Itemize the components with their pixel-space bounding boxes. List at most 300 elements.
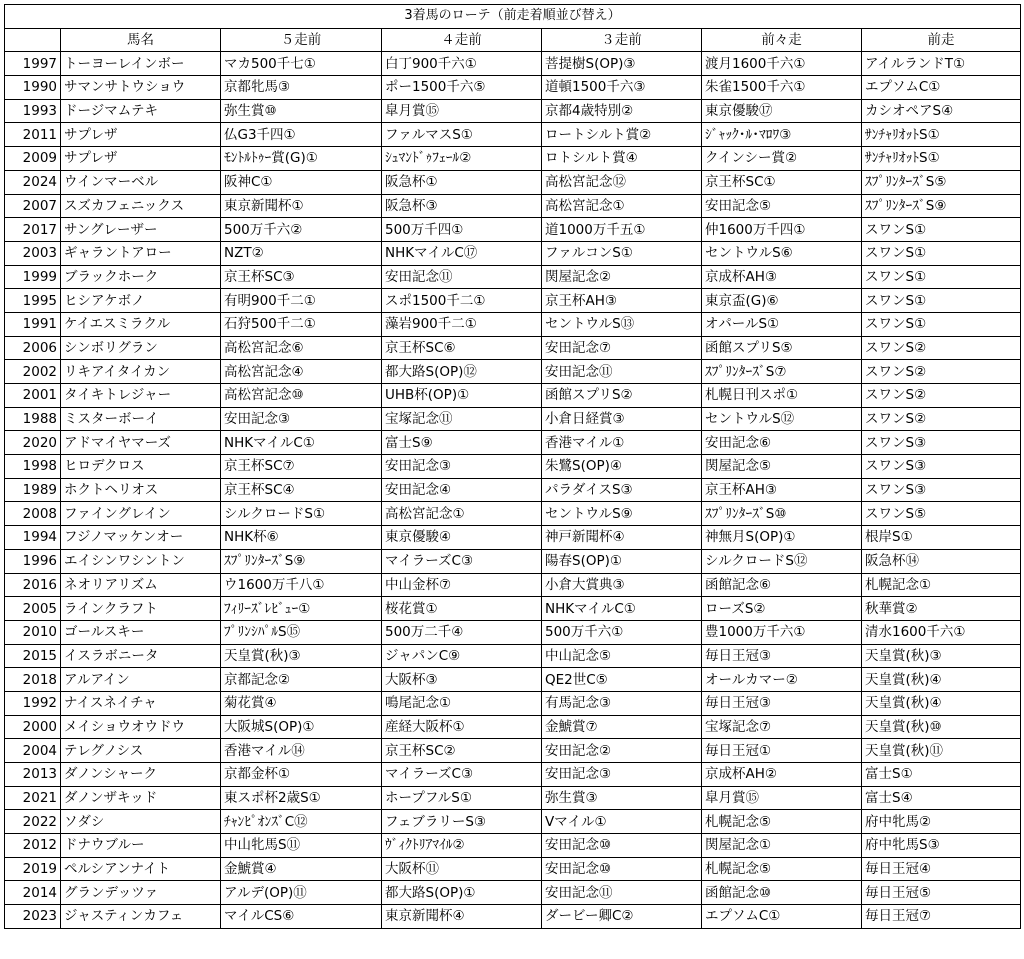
table-row	[5, 526, 1021, 550]
last-race-cell[interactable]: スワンS①	[862, 241, 1021, 265]
year-cell[interactable]: 2023	[5, 905, 61, 929]
horse-name-cell[interactable]: ケイエスミラクル	[61, 312, 221, 336]
last-race-cell[interactable]: スワンS③	[862, 455, 1021, 479]
last-race-cell[interactable]: 天皇賞(秋)④	[862, 668, 1021, 692]
race-3-ago-cell[interactable]: QE2世C⑤	[542, 668, 702, 692]
year-cell[interactable]: 1991	[5, 312, 61, 336]
table-row	[5, 573, 1021, 597]
race-5-ago-cell[interactable]: シルクロードS①	[221, 502, 382, 526]
year-cell[interactable]: 1994	[5, 526, 61, 550]
last-race-cell[interactable]: スワンS⑤	[862, 502, 1021, 526]
last-race-cell[interactable]: 富士S①	[862, 763, 1021, 787]
race-5-ago-cell[interactable]: 500万千六②	[221, 218, 382, 242]
race-2-ago-cell[interactable]: オパールS①	[702, 312, 862, 336]
race-5-ago-cell[interactable]: 京都記念②	[221, 668, 382, 692]
last-race-cell[interactable]: スワンS③	[862, 478, 1021, 502]
last-race-cell[interactable]: 府中牝馬②	[862, 810, 1021, 834]
race-2-ago-cell[interactable]: 安田記念⑤	[702, 194, 862, 218]
race-4-ago-cell[interactable]: 京王杯SC②	[382, 739, 542, 763]
race-4-ago-cell[interactable]: 都大路S(OP)⑫	[382, 360, 542, 384]
horse-name-cell[interactable]: ゴールスキー	[61, 620, 221, 644]
last-race-cell[interactable]: 札幌記念①	[862, 573, 1021, 597]
last-race-cell[interactable]: スワンS①	[862, 265, 1021, 289]
race-5-ago-cell[interactable]: マカ500千七①	[221, 52, 382, 76]
year-cell[interactable]: 2007	[5, 194, 61, 218]
race-4-ago-cell[interactable]: 大阪杯⑪	[382, 857, 542, 881]
race-4-ago-cell[interactable]: フェブラリーS③	[382, 810, 542, 834]
horse-name-cell[interactable]: ラインクラフト	[61, 597, 221, 621]
header-cell-5-races-ago[interactable]: ５走前	[221, 28, 382, 52]
race-5-ago-cell[interactable]: 高松宮記念⑥	[221, 336, 382, 360]
race-5-ago-cell[interactable]: ｽﾌﾟﾘﾝﾀｰｽﾞS⑨	[221, 549, 382, 573]
table-row	[5, 52, 1021, 76]
race-2-ago-cell[interactable]: 東京優駿⑰	[702, 99, 862, 123]
race-5-ago-cell[interactable]: アルデ(OP)⑪	[221, 881, 382, 905]
race-3-ago-cell[interactable]: 高松宮記念⑫	[542, 170, 702, 194]
table-row	[5, 786, 1021, 810]
race-2-ago-cell[interactable]: 京王杯AH③	[702, 478, 862, 502]
race-2-ago-cell[interactable]: 毎日王冠③	[702, 691, 862, 715]
year-cell[interactable]: 2022	[5, 810, 61, 834]
year-cell[interactable]: 2015	[5, 644, 61, 668]
race-3-ago-cell[interactable]: Vマイル①	[542, 810, 702, 834]
race-3-ago-cell[interactable]: ロトシルト賞④	[542, 147, 702, 171]
race-4-ago-cell[interactable]: 500万二千④	[382, 620, 542, 644]
last-race-cell[interactable]: 根岸S①	[862, 526, 1021, 550]
last-race-cell[interactable]: 天皇賞(秋)⑪	[862, 739, 1021, 763]
horse-name-cell[interactable]: エイシンワシントン	[61, 549, 221, 573]
horse-name-cell[interactable]: ホクトヘリオス	[61, 478, 221, 502]
horse-name-cell[interactable]: ペルシアンナイト	[61, 857, 221, 881]
last-race-cell[interactable]: 天皇賞(秋)④	[862, 691, 1021, 715]
table-row	[5, 265, 1021, 289]
race-3-ago-cell[interactable]: 安田記念⑩	[542, 857, 702, 881]
race-4-ago-cell[interactable]: マイラーズC③	[382, 763, 542, 787]
header-cell-4-races-ago[interactable]: ４走前	[382, 28, 542, 52]
year-cell[interactable]: 2006	[5, 336, 61, 360]
header-cell-year[interactable]	[5, 28, 61, 52]
race-5-ago-cell[interactable]: NHKマイルC①	[221, 431, 382, 455]
year-cell[interactable]: 2003	[5, 241, 61, 265]
year-cell[interactable]: 2018	[5, 668, 61, 692]
last-race-cell[interactable]: スワンS②	[862, 384, 1021, 408]
year-cell[interactable]: 2020	[5, 431, 61, 455]
last-race-cell[interactable]: エプソムC①	[862, 76, 1021, 100]
race-5-ago-cell[interactable]: 高松宮記念④	[221, 360, 382, 384]
table-row	[5, 715, 1021, 739]
table-row	[5, 620, 1021, 644]
last-race-cell[interactable]: 毎日王冠⑤	[862, 881, 1021, 905]
last-race-cell[interactable]: ｽﾌﾟﾘﾝﾀｰｽﾞS⑨	[862, 194, 1021, 218]
table-title[interactable]: 3着馬のローテ（前走着順並び替え）	[5, 5, 1021, 29]
year-cell[interactable]: 2005	[5, 597, 61, 621]
horse-name-cell[interactable]: ブラックホーク	[61, 265, 221, 289]
year-cell[interactable]: 2011	[5, 123, 61, 147]
year-cell[interactable]: 2016	[5, 573, 61, 597]
horse-name-cell[interactable]: アルアイン	[61, 668, 221, 692]
table-row	[5, 431, 1021, 455]
last-race-cell[interactable]: スワンS①	[862, 312, 1021, 336]
race-5-ago-cell[interactable]: NZT②	[221, 241, 382, 265]
race-4-ago-cell[interactable]: 高松宮記念①	[382, 502, 542, 526]
table-row	[5, 691, 1021, 715]
race-2-ago-cell[interactable]: 札幌日刊スポ①	[702, 384, 862, 408]
race-4-ago-cell[interactable]: ポー1500千六⑤	[382, 76, 542, 100]
race-3-ago-cell[interactable]: 安田記念⑩	[542, 834, 702, 858]
race-5-ago-cell[interactable]: 有明900千二①	[221, 289, 382, 313]
race-3-ago-cell[interactable]: パラダイスS③	[542, 478, 702, 502]
race-5-ago-cell[interactable]: NHK杯⑥	[221, 526, 382, 550]
table-row	[5, 668, 1021, 692]
race-2-ago-cell[interactable]: 京成杯AH③	[702, 265, 862, 289]
race-4-ago-cell[interactable]: NHKマイルC⑰	[382, 241, 542, 265]
year-cell[interactable]: 1996	[5, 549, 61, 573]
last-race-cell[interactable]: スワンS①	[862, 289, 1021, 313]
race-5-ago-cell[interactable]: 香港マイル⑭	[221, 739, 382, 763]
race-4-ago-cell[interactable]: ファルマスS①	[382, 123, 542, 147]
race-4-ago-cell[interactable]: 阪急杯①	[382, 170, 542, 194]
table-row	[5, 905, 1021, 929]
last-race-cell[interactable]: ｻﾝﾁｬﾘｵｯﾄS①	[862, 123, 1021, 147]
table-row	[5, 360, 1021, 384]
race-2-ago-cell[interactable]: 朱雀1500千六①	[702, 76, 862, 100]
race-5-ago-cell[interactable]: 弥生賞⑩	[221, 99, 382, 123]
year-cell[interactable]: 1999	[5, 265, 61, 289]
race-4-ago-cell[interactable]: 東京新聞杯④	[382, 905, 542, 929]
horse-name-cell[interactable]: イスラボニータ	[61, 644, 221, 668]
table-row	[5, 76, 1021, 100]
race-3-ago-cell[interactable]: 弥生賞③	[542, 786, 702, 810]
race-2-ago-cell[interactable]: 宝塚記念⑦	[702, 715, 862, 739]
race-3-ago-cell[interactable]: 朱鷺S(OP)④	[542, 455, 702, 479]
table-row	[5, 194, 1021, 218]
rotation-table	[4, 4, 1021, 929]
year-cell[interactable]: 1993	[5, 99, 61, 123]
horse-name-cell[interactable]: ドージマムテキ	[61, 99, 221, 123]
table-row	[5, 502, 1021, 526]
table-row	[5, 289, 1021, 313]
race-4-ago-cell[interactable]: 500万千四①	[382, 218, 542, 242]
race-3-ago-cell[interactable]: 安田記念②	[542, 739, 702, 763]
horse-name-cell[interactable]: ナイスネイチャ	[61, 691, 221, 715]
year-cell[interactable]: 2021	[5, 786, 61, 810]
table-row	[5, 810, 1021, 834]
race-3-ago-cell[interactable]: 京王杯AH③	[542, 289, 702, 313]
horse-name-cell[interactable]: グランデッツァ	[61, 881, 221, 905]
race-2-ago-cell[interactable]: 京成杯AH②	[702, 763, 862, 787]
race-5-ago-cell[interactable]: 菊花賞④	[221, 691, 382, 715]
header-cell-horse[interactable]: 馬名	[61, 28, 221, 52]
race-2-ago-cell[interactable]: シルクロードS⑫	[702, 549, 862, 573]
table-row	[5, 455, 1021, 479]
race-3-ago-cell[interactable]: 高松宮記念①	[542, 194, 702, 218]
race-3-ago-cell[interactable]: 安田記念⑪	[542, 360, 702, 384]
horse-name-cell[interactable]: サプレザ	[61, 147, 221, 171]
race-2-ago-cell[interactable]: ローズS②	[702, 597, 862, 621]
horse-name-cell[interactable]: サプレザ	[61, 123, 221, 147]
race-5-ago-cell[interactable]: 大阪城S(OP)①	[221, 715, 382, 739]
race-4-ago-cell[interactable]: ｼｭﾏﾝﾄﾞｩﾌｪｰﾙ②	[382, 147, 542, 171]
race-3-ago-cell[interactable]: 中山記念⑤	[542, 644, 702, 668]
race-4-ago-cell[interactable]: マイラーズC③	[382, 549, 542, 573]
race-3-ago-cell[interactable]: 函館スプリS②	[542, 384, 702, 408]
race-2-ago-cell[interactable]: 毎日王冠①	[702, 739, 862, 763]
year-cell[interactable]: 2009	[5, 147, 61, 171]
race-3-ago-cell[interactable]: 安田記念⑪	[542, 881, 702, 905]
race-4-ago-cell[interactable]: 皐月賞⑮	[382, 99, 542, 123]
year-cell[interactable]: 2012	[5, 834, 61, 858]
horse-name-cell[interactable]: ドナウブルー	[61, 834, 221, 858]
race-3-ago-cell[interactable]: 有馬記念③	[542, 691, 702, 715]
race-5-ago-cell[interactable]: 石狩500千二①	[221, 312, 382, 336]
race-4-ago-cell[interactable]: 東京優駿④	[382, 526, 542, 550]
last-race-cell[interactable]: 阪急杯⑭	[862, 549, 1021, 573]
horse-name-cell[interactable]: トーヨーレインボー	[61, 52, 221, 76]
race-4-ago-cell[interactable]: スポ1500千二①	[382, 289, 542, 313]
horse-name-cell[interactable]: ソダシ	[61, 810, 221, 834]
race-2-ago-cell[interactable]: 札幌記念⑤	[702, 857, 862, 881]
race-2-ago-cell[interactable]: 札幌記念⑤	[702, 810, 862, 834]
race-2-ago-cell[interactable]: 東京盃(G)⑥	[702, 289, 862, 313]
race-3-ago-cell[interactable]: ロートシルト賞②	[542, 123, 702, 147]
year-cell[interactable]: 2000	[5, 715, 61, 739]
race-4-ago-cell[interactable]: ジャパンC⑨	[382, 644, 542, 668]
year-cell[interactable]: 1992	[5, 691, 61, 715]
last-race-cell[interactable]: スワンS①	[862, 218, 1021, 242]
table-row	[5, 857, 1021, 881]
horse-name-cell[interactable]: ダノンシャーク	[61, 763, 221, 787]
race-3-ago-cell[interactable]: 小倉大賞典③	[542, 573, 702, 597]
year-cell[interactable]: 2013	[5, 763, 61, 787]
table-row	[5, 123, 1021, 147]
race-3-ago-cell[interactable]: NHKマイルC①	[542, 597, 702, 621]
last-race-cell[interactable]: スワンS③	[862, 431, 1021, 455]
year-cell[interactable]: 1995	[5, 289, 61, 313]
last-race-cell[interactable]: 秋華賞②	[862, 597, 1021, 621]
race-4-ago-cell[interactable]: 白丁900千六①	[382, 52, 542, 76]
race-5-ago-cell[interactable]: 京王杯SC⑦	[221, 455, 382, 479]
race-5-ago-cell[interactable]: ﾌﾟﾘﾝｼﾊﾟﾙS⑮	[221, 620, 382, 644]
race-3-ago-cell[interactable]: 小倉日経賞③	[542, 407, 702, 431]
race-2-ago-cell[interactable]: エプソムC①	[702, 905, 862, 929]
year-cell[interactable]: 2017	[5, 218, 61, 242]
race-2-ago-cell[interactable]: 関屋記念⑤	[702, 455, 862, 479]
race-5-ago-cell[interactable]: 阪神C①	[221, 170, 382, 194]
last-race-cell[interactable]: 天皇賞(秋)⑩	[862, 715, 1021, 739]
race-3-ago-cell[interactable]: ファルコンS①	[542, 241, 702, 265]
header-cell-2-races-ago[interactable]: 前々走	[702, 28, 862, 52]
race-2-ago-cell[interactable]: 京王杯SC①	[702, 170, 862, 194]
race-4-ago-cell[interactable]: 都大路S(OP)①	[382, 881, 542, 905]
horse-name-cell[interactable]: リキアイタイカン	[61, 360, 221, 384]
horse-name-cell[interactable]: ファイングレイン	[61, 502, 221, 526]
race-5-ago-cell[interactable]: 京都金杯①	[221, 763, 382, 787]
year-cell[interactable]: 2010	[5, 620, 61, 644]
race-5-ago-cell[interactable]: 東京新聞杯①	[221, 194, 382, 218]
year-cell[interactable]: 2019	[5, 857, 61, 881]
year-cell[interactable]: 1989	[5, 478, 61, 502]
race-4-ago-cell[interactable]: ホープフルS①	[382, 786, 542, 810]
race-5-ago-cell[interactable]: 金鯱賞④	[221, 857, 382, 881]
table-row	[5, 549, 1021, 573]
race-2-ago-cell[interactable]: セントウルS⑥	[702, 241, 862, 265]
race-4-ago-cell[interactable]: 鳴尾記念①	[382, 691, 542, 715]
race-2-ago-cell[interactable]: 関屋記念①	[702, 834, 862, 858]
horse-name-cell[interactable]: フジノマッケンオー	[61, 526, 221, 550]
race-2-ago-cell[interactable]: オールカマー②	[702, 668, 862, 692]
race-4-ago-cell[interactable]: 京王杯SC⑥	[382, 336, 542, 360]
last-race-cell[interactable]: スワンS②	[862, 336, 1021, 360]
year-cell[interactable]: 2004	[5, 739, 61, 763]
table-row	[5, 312, 1021, 336]
race-3-ago-cell[interactable]: 金鯱賞⑦	[542, 715, 702, 739]
year-cell[interactable]: 2014	[5, 881, 61, 905]
race-4-ago-cell[interactable]: ｳﾞｨｸﾄﾘｱﾏｲﾙ②	[382, 834, 542, 858]
race-3-ago-cell[interactable]: 安田記念③	[542, 763, 702, 787]
horse-name-cell[interactable]: シンボリグラン	[61, 336, 221, 360]
horse-name-cell[interactable]: サングレーザー	[61, 218, 221, 242]
race-3-ago-cell[interactable]: 道頓1500千六③	[542, 76, 702, 100]
header-cell-3-races-ago[interactable]: ３走前	[542, 28, 702, 52]
race-4-ago-cell[interactable]: 産経大阪杯①	[382, 715, 542, 739]
table-row	[5, 739, 1021, 763]
horse-name-cell[interactable]: ミスターボーイ	[61, 407, 221, 431]
last-race-cell[interactable]: 天皇賞(秋)③	[862, 644, 1021, 668]
race-4-ago-cell[interactable]: 安田記念④	[382, 478, 542, 502]
last-race-cell[interactable]: スワンS②	[862, 407, 1021, 431]
race-2-ago-cell[interactable]: 皐月賞⑮	[702, 786, 862, 810]
race-3-ago-cell[interactable]: ダービー卿C②	[542, 905, 702, 929]
year-cell[interactable]: 2024	[5, 170, 61, 194]
race-4-ago-cell[interactable]: 大阪杯③	[382, 668, 542, 692]
race-3-ago-cell[interactable]: 関屋記念②	[542, 265, 702, 289]
year-cell[interactable]: 2008	[5, 502, 61, 526]
race-5-ago-cell[interactable]: 京王杯SC③	[221, 265, 382, 289]
horse-name-cell[interactable]: サマンサトウショウ	[61, 76, 221, 100]
race-2-ago-cell[interactable]: 毎日王冠③	[702, 644, 862, 668]
horse-name-cell[interactable]: ダノンザキッド	[61, 786, 221, 810]
table-row	[5, 834, 1021, 858]
race-2-ago-cell[interactable]: ｽﾌﾟﾘﾝﾀｰｽﾞS⑩	[702, 502, 862, 526]
year-cell[interactable]: 1988	[5, 407, 61, 431]
horse-name-cell[interactable]: テレグノシス	[61, 739, 221, 763]
race-3-ago-cell[interactable]: セントウルS⑬	[542, 312, 702, 336]
race-2-ago-cell[interactable]: 函館記念⑥	[702, 573, 862, 597]
table-row	[5, 241, 1021, 265]
last-race-cell[interactable]: 毎日王冠⑦	[862, 905, 1021, 929]
horse-name-cell[interactable]: ヒロデクロス	[61, 455, 221, 479]
race-4-ago-cell[interactable]: 藻岩900千二①	[382, 312, 542, 336]
table-row	[5, 644, 1021, 668]
last-race-cell[interactable]: 毎日王冠④	[862, 857, 1021, 881]
header-row	[5, 28, 1021, 52]
race-5-ago-cell[interactable]: 京王杯SC④	[221, 478, 382, 502]
race-2-ago-cell[interactable]: ｽﾌﾟﾘﾝﾀｰｽﾞS⑦	[702, 360, 862, 384]
race-5-ago-cell[interactable]: ﾁｬﾝﾋﾟｵﾝｽﾞC⑫	[221, 810, 382, 834]
race-5-ago-cell[interactable]: ﾓﾝﾄﾙﾄｩｰ賞(G)①	[221, 147, 382, 171]
race-5-ago-cell[interactable]: ウ1600万千八①	[221, 573, 382, 597]
table-row	[5, 218, 1021, 242]
race-2-ago-cell[interactable]: 豊1000万千六①	[702, 620, 862, 644]
race-5-ago-cell[interactable]: 京都牝馬③	[221, 76, 382, 100]
race-2-ago-cell[interactable]: 函館スプリS⑤	[702, 336, 862, 360]
race-3-ago-cell[interactable]: 500万千六①	[542, 620, 702, 644]
race-2-ago-cell[interactable]: クインシー賞②	[702, 147, 862, 171]
race-4-ago-cell[interactable]: 宝塚記念⑪	[382, 407, 542, 431]
last-race-cell[interactable]: スワンS②	[862, 360, 1021, 384]
race-4-ago-cell[interactable]: 富士S⑨	[382, 431, 542, 455]
race-5-ago-cell[interactable]: 天皇賞(秋)③	[221, 644, 382, 668]
year-cell[interactable]: 1990	[5, 76, 61, 100]
last-race-cell[interactable]: 清水1600千六①	[862, 620, 1021, 644]
horse-name-cell[interactable]: メイショウオウドウ	[61, 715, 221, 739]
table-row	[5, 170, 1021, 194]
race-2-ago-cell[interactable]: ｼﾞｬｯｸ･ﾙ･ﾏﾛﾜ③	[702, 123, 862, 147]
horse-name-cell[interactable]: ヒシアケボノ	[61, 289, 221, 313]
race-5-ago-cell[interactable]: 仏G3千四①	[221, 123, 382, 147]
race-4-ago-cell[interactable]: 中山金杯⑦	[382, 573, 542, 597]
race-3-ago-cell[interactable]: 菩提樹S(OP)③	[542, 52, 702, 76]
year-cell[interactable]: 1998	[5, 455, 61, 479]
horse-name-cell[interactable]: ジャスティンカフェ	[61, 905, 221, 929]
race-5-ago-cell[interactable]: 東スポ杯2歳S①	[221, 786, 382, 810]
race-3-ago-cell[interactable]: 陽春S(OP)①	[542, 549, 702, 573]
race-4-ago-cell[interactable]: 桜花賞①	[382, 597, 542, 621]
race-3-ago-cell[interactable]: 京都4歳特別②	[542, 99, 702, 123]
last-race-cell[interactable]: 富士S④	[862, 786, 1021, 810]
race-3-ago-cell[interactable]: 安田記念⑦	[542, 336, 702, 360]
horse-name-cell[interactable]: ネオリアリズム	[61, 573, 221, 597]
last-race-cell[interactable]: 府中牝馬S③	[862, 834, 1021, 858]
year-cell[interactable]: 2001	[5, 384, 61, 408]
race-2-ago-cell[interactable]: 神無月S(OP)①	[702, 526, 862, 550]
race-5-ago-cell[interactable]: 中山牝馬S⑪	[221, 834, 382, 858]
last-race-cell[interactable]: ｻﾝﾁｬﾘｵｯﾄS①	[862, 147, 1021, 171]
race-3-ago-cell[interactable]: 香港マイル①	[542, 431, 702, 455]
race-3-ago-cell[interactable]: 道1000万千五①	[542, 218, 702, 242]
race-2-ago-cell[interactable]: 渡月1600千六①	[702, 52, 862, 76]
race-2-ago-cell[interactable]: セントウルS⑫	[702, 407, 862, 431]
year-cell[interactable]: 2002	[5, 360, 61, 384]
table-row	[5, 881, 1021, 905]
race-5-ago-cell[interactable]: 安田記念③	[221, 407, 382, 431]
race-4-ago-cell[interactable]: 安田記念③	[382, 455, 542, 479]
horse-name-cell[interactable]: タイキトレジャー	[61, 384, 221, 408]
horse-name-cell[interactable]: スズカフェニックス	[61, 194, 221, 218]
horse-name-cell[interactable]: ギャラントアロー	[61, 241, 221, 265]
header-cell-last-race[interactable]: 前走	[862, 28, 1021, 52]
horse-name-cell[interactable]: ウインマーベル	[61, 170, 221, 194]
last-race-cell[interactable]: ｽﾌﾟﾘﾝﾀｰｽﾞS⑤	[862, 170, 1021, 194]
table-row	[5, 407, 1021, 431]
race-3-ago-cell[interactable]: 神戸新聞杯④	[542, 526, 702, 550]
race-3-ago-cell[interactable]: セントウルS⑨	[542, 502, 702, 526]
horse-name-cell[interactable]: アドマイヤマーズ	[61, 431, 221, 455]
race-5-ago-cell[interactable]: 高松宮記念⑩	[221, 384, 382, 408]
race-2-ago-cell[interactable]: 函館記念⑩	[702, 881, 862, 905]
race-4-ago-cell[interactable]: UHB杯(OP)①	[382, 384, 542, 408]
race-4-ago-cell[interactable]: 安田記念⑪	[382, 265, 542, 289]
race-5-ago-cell[interactable]: ﾌｨﾘｰｽﾞﾚﾋﾞｭｰ①	[221, 597, 382, 621]
race-2-ago-cell[interactable]: 安田記念⑥	[702, 431, 862, 455]
race-2-ago-cell[interactable]: 仲1600万千四①	[702, 218, 862, 242]
race-4-ago-cell[interactable]: 阪急杯③	[382, 194, 542, 218]
year-cell[interactable]: 1997	[5, 52, 61, 76]
last-race-cell[interactable]: カシオペアS④	[862, 99, 1021, 123]
race-5-ago-cell[interactable]: マイルCS⑥	[221, 905, 382, 929]
table-row	[5, 597, 1021, 621]
last-race-cell[interactable]: アイルランドT①	[862, 52, 1021, 76]
